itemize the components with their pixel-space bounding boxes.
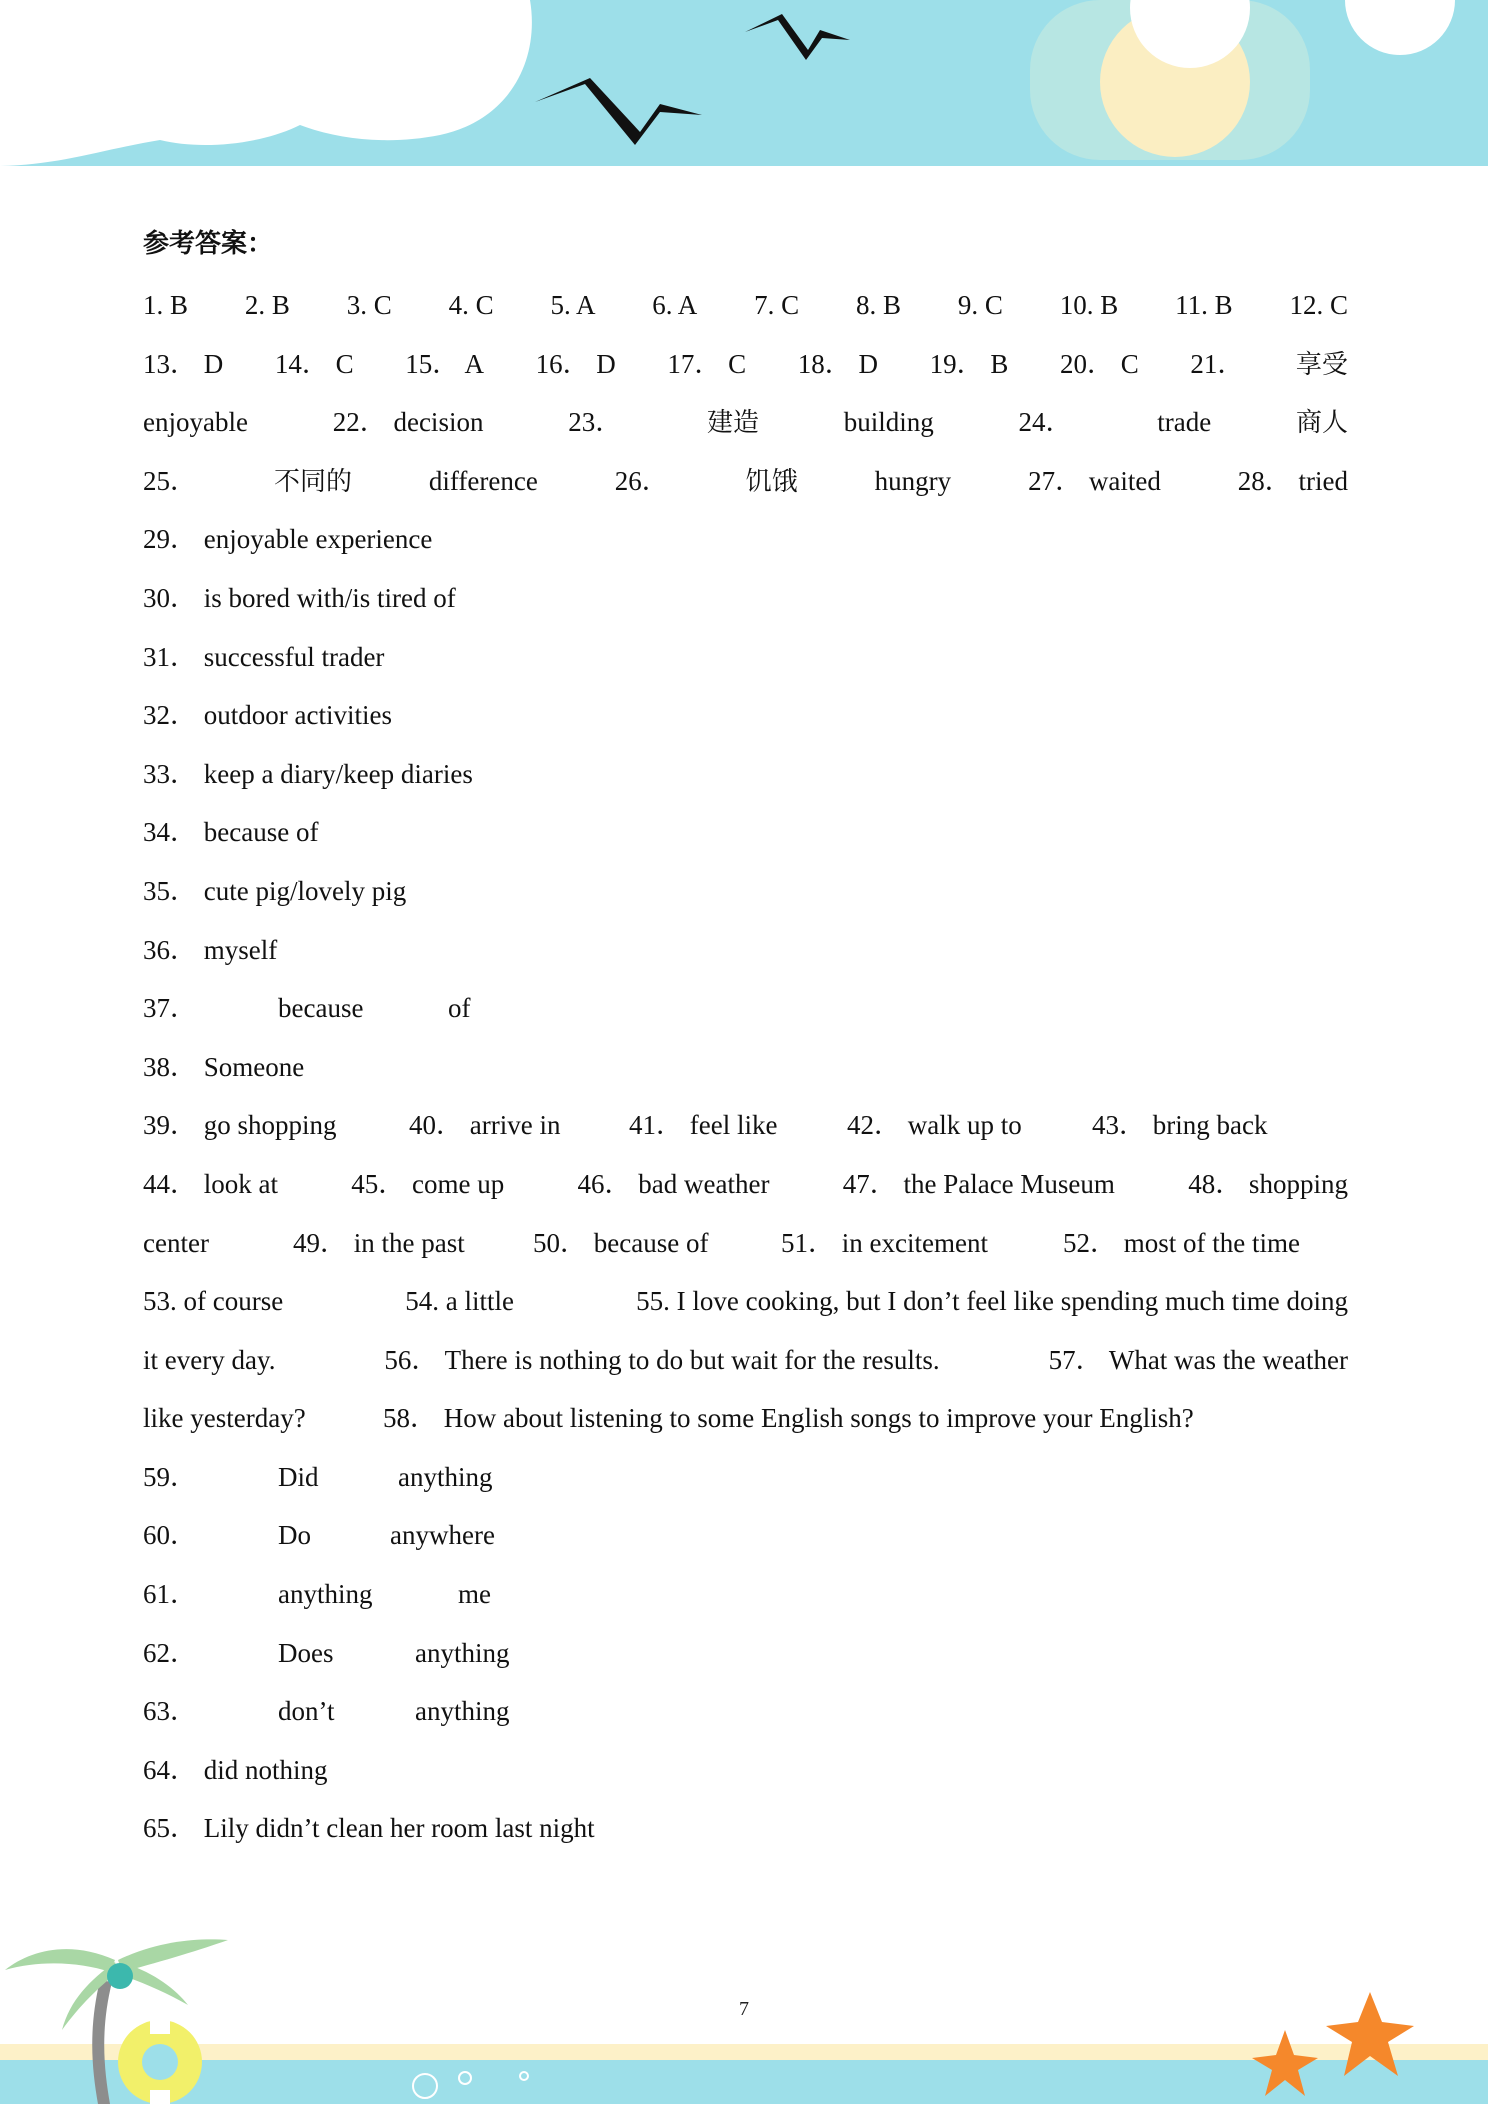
swim-ring-icon [118, 2018, 202, 2104]
answer-text: 28． tried [1237, 465, 1348, 496]
answer-text: 40． arrive in [409, 1110, 561, 1141]
answer-text: 51． in excitement [781, 1227, 988, 1258]
answer-text: 65． Lily didn’t clean her room last night [143, 1813, 595, 1844]
answer-text: building [843, 407, 934, 438]
answer-text: 41． feel like [629, 1110, 778, 1141]
answer-text: 30． is bored with/is tired of [143, 582, 456, 613]
answer-text: 13． D [143, 348, 224, 379]
answer-line [143, 686, 1348, 745]
answer-text: 62． [143, 1637, 197, 1668]
answer-text: 商人 [1295, 408, 1348, 439]
answer-text: 52． most of the time [1063, 1227, 1300, 1258]
answer-text: 16． D [535, 348, 616, 379]
answer-line [143, 452, 1348, 511]
answer-text: 31． successful trader [143, 641, 385, 672]
answer-text: 47． the Palace Museum [842, 1168, 1115, 1199]
answer-text: 54. a little [405, 1286, 515, 1317]
answer-text: of [448, 993, 471, 1024]
answer-line [143, 393, 1348, 452]
answer-text: 26． [614, 465, 669, 496]
answer-text: 18． D [797, 348, 879, 379]
answer-text: Do [278, 1520, 311, 1551]
answer-text: 25． [143, 465, 197, 496]
answer-text: 10. B [1059, 290, 1119, 320]
answer-text: 37． [143, 993, 197, 1024]
answer-line [143, 1214, 1348, 1273]
answer-line [143, 1096, 1348, 1155]
answer-text: anything [415, 1637, 510, 1668]
answer-text: 53. of course [143, 1286, 284, 1317]
answer-line [143, 276, 1348, 335]
answer-text: 不同的 [273, 466, 352, 497]
answer-text: like yesterday? [143, 1403, 306, 1434]
answer-text: 6. A [652, 290, 698, 320]
answer-text: 14． C [274, 348, 354, 379]
answer-line [143, 1799, 1348, 1858]
answer-text: 29． enjoyable experience [143, 524, 433, 555]
answer-text: center [143, 1227, 209, 1258]
answer-line [143, 921, 1348, 980]
answer-text: 饥饿 [745, 466, 798, 497]
answer-text: Did [278, 1461, 319, 1492]
answer-text: 57． What was the weather [1048, 1344, 1348, 1375]
answer-text: 7. C [754, 290, 800, 320]
answer-text: because [278, 993, 364, 1024]
answer-text: anything [278, 1579, 373, 1610]
answer-line [143, 628, 1348, 687]
page-title: 参考答案： [143, 229, 274, 259]
answer-text: don’t [278, 1696, 335, 1727]
answer-text: 60． [143, 1520, 197, 1551]
answer-text: 63． [143, 1696, 197, 1727]
answer-text: me [458, 1579, 491, 1610]
answer-line [143, 803, 1348, 862]
answer-text: 20． C [1059, 348, 1139, 379]
answer-line [143, 1272, 1348, 1331]
answer-line [143, 745, 1348, 804]
answer-text: difference [428, 465, 538, 496]
answer-text: 2. B [244, 290, 290, 320]
answer-line [143, 1682, 1348, 1741]
answer-line [143, 1389, 1348, 1448]
answer-line [143, 1038, 1348, 1097]
answer-text: enjoyable [143, 407, 248, 438]
answer-text: anything [398, 1461, 493, 1492]
answer-text: 17． C [667, 348, 747, 379]
answer-text: 43． bring back [1092, 1110, 1268, 1141]
answer-key [143, 218, 1348, 1858]
answer-text: 8. B [856, 290, 902, 320]
answer-text: 15． A [405, 348, 484, 379]
answer-text: 1. B [143, 290, 189, 320]
answer-text: 56． There is nothing to do but wait for the results. [384, 1344, 940, 1375]
answer-text: 5. A [550, 290, 596, 320]
answer-text: 24． [1018, 407, 1073, 438]
answer-text: 34． because of [143, 817, 319, 848]
answer-text: 21． [1190, 348, 1245, 379]
answer-text: 33． keep a diary/keep diaries [143, 758, 473, 789]
answer-line [143, 1331, 1348, 1390]
answer-text: 23． [568, 407, 623, 438]
answer-text: 12. C [1289, 290, 1348, 320]
answer-text: anything [415, 1696, 510, 1727]
answer-lines [143, 276, 1348, 1858]
answer-text: 9. C [957, 290, 1003, 320]
answer-line [143, 862, 1348, 921]
answer-line [143, 1155, 1348, 1214]
answer-text: 27． waited [1028, 465, 1161, 496]
header-decoration [0, 0, 1488, 170]
answer-text: 44． look at [143, 1168, 278, 1199]
answer-line [143, 1506, 1348, 1565]
answer-text: 61． [143, 1579, 197, 1610]
answer-text: Does [278, 1637, 334, 1668]
answer-text: 3. C [346, 290, 392, 320]
answer-text: 建造 [706, 408, 759, 439]
answer-text: it every day. [143, 1344, 276, 1375]
footer-decoration [0, 1900, 1488, 2104]
answer-line [143, 1565, 1348, 1624]
page-number: 7 [739, 1998, 749, 2020]
answer-text: anywhere [390, 1520, 495, 1551]
answer-text: 50． because of [533, 1227, 709, 1258]
answer-text: trade [1157, 407, 1212, 438]
answer-text: 22． decision [332, 407, 484, 438]
answer-text: 55. I love cooking, but I don’t feel like spending much time doing [636, 1286, 1348, 1317]
answer-text: 49． in the past [293, 1227, 465, 1258]
answer-text: 11. B [1175, 290, 1233, 320]
answer-text: hungry [874, 465, 952, 496]
sea-strip [0, 2060, 1488, 2104]
answer-line [143, 510, 1348, 569]
answer-text: 42． walk up to [847, 1110, 1022, 1141]
answer-text: 59． [143, 1461, 197, 1492]
answer-text: 36． myself [143, 934, 278, 965]
answer-text: 38． Someone [143, 1051, 305, 1082]
answer-text: 享受 [1295, 349, 1348, 380]
answer-line [143, 1624, 1348, 1683]
answer-text: 58． How about listening to some English songs to improve your English? [383, 1403, 1194, 1434]
answer-text: 4. C [448, 290, 494, 320]
answer-text: 45． come up [351, 1168, 505, 1199]
answer-line [143, 335, 1348, 394]
answer-text: 32． outdoor activities [143, 700, 392, 731]
answer-text: 46． bad weather [577, 1168, 770, 1199]
answer-line [143, 1448, 1348, 1507]
answer-line [143, 569, 1348, 628]
answer-text: 19． B [929, 348, 1009, 379]
answer-text: 48． shopping [1188, 1168, 1348, 1199]
answer-line [143, 1741, 1348, 1800]
answer-text: 64． did nothing [143, 1754, 328, 1785]
answer-line [143, 979, 1348, 1038]
answer-text: 35． cute pig/lovely pig [143, 875, 407, 906]
answer-text: 39． go shopping [143, 1110, 337, 1141]
